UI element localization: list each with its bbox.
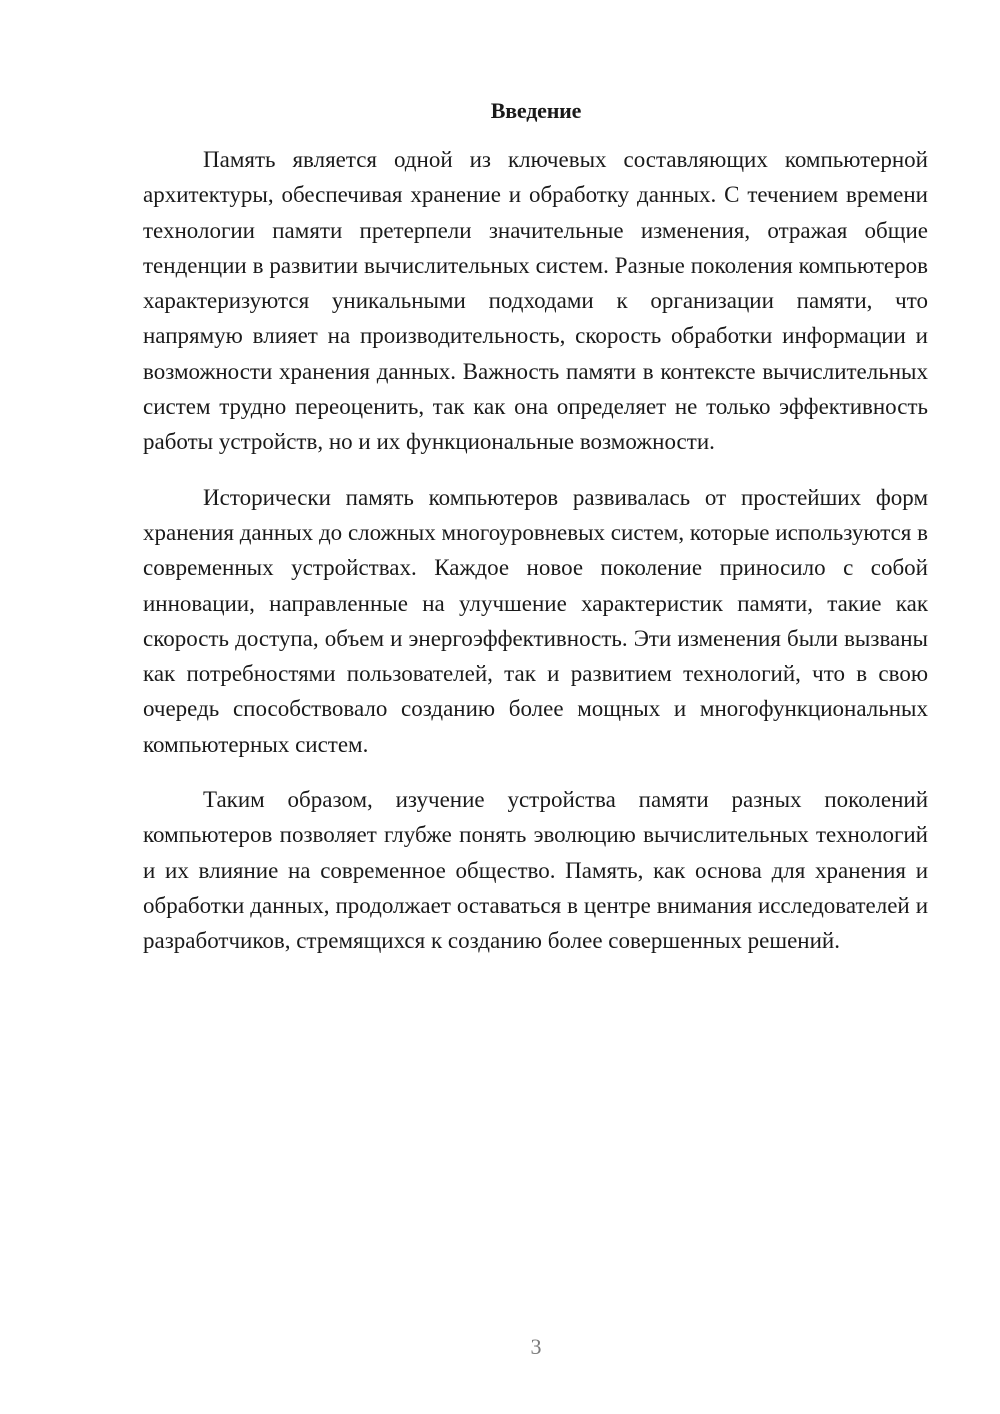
body-text	[143, 142, 928, 979]
paragraph-3: Таким образом, изучение устройства памяти разных поколений компьютеров позволяет глубже понять эволюцию вычислительных технологий и их влияние на современное общество. Память, как основа для хранения и обработки данных, продолжает оставаться в центре внимания исследователей и разработчиков, стремящихся к созданию более совершенных решений.	[143, 787, 928, 954]
page-number: 3	[530, 1334, 542, 1359]
paragraph-1: Память является одной из ключевых составляющих компьютерной архитектуры, обеспечивая хранение и обработку данных. С течением времени технологии памяти претерпели значительные изменения, отражая общие тенденции в развитии вычислительных систем. Разные поколения компьютеров характеризуются уникальными подходами к организации памяти, что напрямую влияет на производительность, скорость обработки информации и возможности хранения данных. Важность памяти в контексте вычислительных систем трудно переоценить, так как она определяет не только эффективность работы устройств, но и их функциональные возможности.	[143, 147, 928, 455]
section-heading: Введение	[490, 98, 582, 123]
paragraph-2: Исторически память компьютеров развивалась от простейших форм хранения данных до сложных многоуровневых систем, которые используются в современных устройствах. Каждое новое поколение приносило с собой инновации, направленные на улучшение характеристик памяти, такие как скорость доступа, объем и энергоэффективность. Эти изменения были вызваны как потребностями пользователей, так и развитием технологий, что в свою очередь способствовало созданию более мощных и многофункциональных компьютерных систем.	[143, 484, 928, 757]
